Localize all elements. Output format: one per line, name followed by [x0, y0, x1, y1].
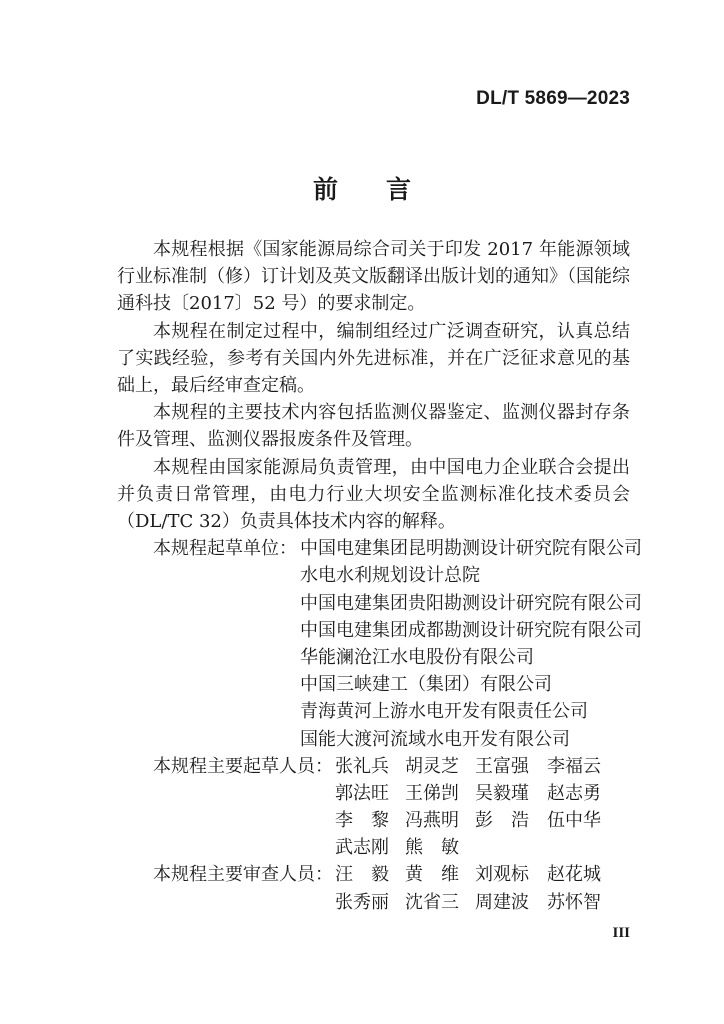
person-name: 彭 浩	[475, 810, 529, 832]
person-name: 汪 毅	[335, 864, 389, 886]
list-item: 中国三峡建工（集团）有限公司	[300, 674, 552, 696]
drafting-units-section	[117, 535, 642, 753]
person-name: 苏怀智	[547, 891, 601, 913]
main-reviewers-label: 本规程主要审查人员：	[153, 864, 333, 886]
main-drafters-list	[335, 753, 619, 862]
person-name: 郭法旺	[335, 782, 389, 804]
person-name: 黄 维	[405, 864, 459, 886]
person-name: 李 黎	[335, 810, 389, 832]
main-reviewers-section	[117, 861, 630, 915]
person-name: 刘观标	[475, 864, 529, 886]
person-name: 赵花城	[547, 864, 601, 886]
person-name: 冯燕明	[405, 810, 459, 832]
paragraph-1: 本规程根据《国家能源局综合司关于印发 2017 年能源领域行业标准制（修）订计划及英文版翻译出版计划的通知》（国能综通科技〔2017〕52 号）的要求制定。	[117, 239, 630, 315]
person-name: 王俤剀	[405, 782, 459, 804]
list-item: 中国电建集团贵阳勘测设计研究院有限公司	[300, 592, 642, 614]
person-name: 张秀丽	[335, 891, 389, 913]
list-item: 中国电建集团成都勘测设计研究院有限公司	[300, 619, 642, 641]
person-name: 沈省三	[405, 891, 459, 913]
person-name: 胡灵芝	[405, 755, 459, 777]
standard-code: DL/T 5869—2023	[476, 88, 630, 109]
person-name: 张礼兵	[335, 755, 389, 777]
person-name: 周建波	[475, 891, 529, 913]
foreword-body	[117, 236, 642, 916]
main-drafters-section	[117, 753, 630, 862]
person-name: 吴毅瑾	[475, 782, 529, 804]
paragraph-4: 本规程由国家能源局负责管理，由中国电力企业联合会提出并负责日常管理，由电力行业大坝安全监测标准化技术委员会（DL/TC 32）负责具体技术内容的解释。	[117, 456, 630, 533]
person-name: 赵志勇	[547, 782, 601, 804]
drafting-units-list	[300, 535, 642, 753]
person-name: 王富强	[475, 755, 529, 777]
list-item: 中国电建集团昆明勘测设计研究院有限公司	[300, 538, 642, 560]
list-item: 青海黄河上游水电开发有限责任公司	[300, 701, 588, 723]
paragraph-2: 本规程在制定过程中，编制组经过广泛调查研究，认真总结了实践经验，参考有关国内外先进标准，并在广泛征求意见的基础上，最后经审查定稿。	[117, 320, 630, 397]
main-reviewers-list	[335, 861, 619, 915]
person-name: 李福云	[547, 755, 601, 777]
list-item: 国能大渡河流域水电开发有限公司	[300, 728, 570, 750]
person-name: 熊 敏	[405, 837, 459, 859]
person-name: 伍中华	[547, 810, 601, 832]
list-item: 水电水利规划设计总院	[300, 565, 480, 587]
drafting-units-label: 本规程起草单位：	[153, 538, 297, 560]
page-title: 前言	[312, 175, 459, 204]
list-item: 华能澜沧江水电股份有限公司	[300, 646, 534, 668]
person-name: 武志刚	[335, 837, 389, 859]
paragraph-3: 本规程的主要技术内容包括监测仪器鉴定、监测仪器封存条件及管理、监测仪器报废条件及管理。	[117, 402, 630, 451]
main-drafters-label: 本规程主要起草人员：	[153, 755, 333, 777]
page-number: III	[612, 925, 630, 941]
